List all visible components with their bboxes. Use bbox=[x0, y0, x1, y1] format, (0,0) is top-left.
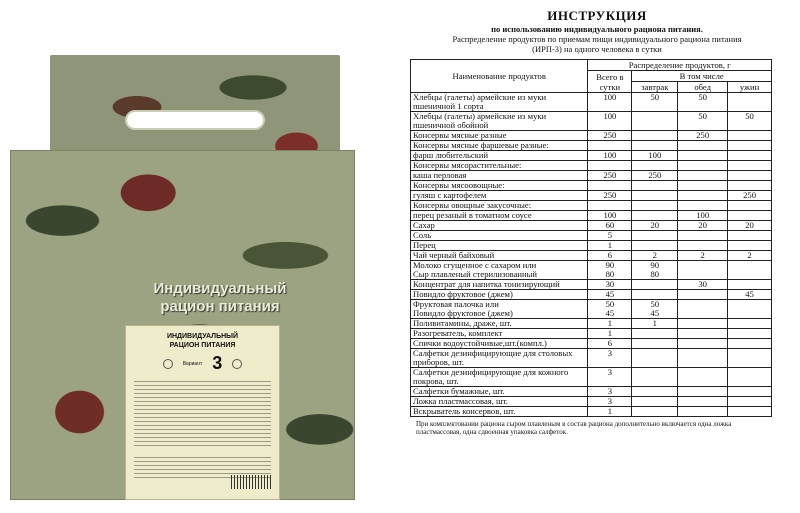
total-cell: 100 bbox=[588, 112, 632, 131]
package-title-line1: Индивидуальный bbox=[153, 280, 287, 297]
table-row bbox=[411, 397, 772, 407]
table-row bbox=[411, 387, 772, 397]
dinner-cell bbox=[728, 211, 772, 221]
variant-number: 3 bbox=[212, 353, 223, 373]
total-cell bbox=[588, 161, 632, 171]
table-row bbox=[411, 349, 772, 368]
total-cell: 3 bbox=[588, 368, 632, 387]
total-cell: 3 bbox=[588, 397, 632, 407]
breakfast-cell: 20 bbox=[632, 221, 678, 231]
ration-table-body bbox=[411, 93, 772, 417]
product-name-cell: Вскрыватель консервов, шт. bbox=[411, 407, 588, 417]
breakfast-cell bbox=[632, 231, 678, 241]
dinner-cell bbox=[728, 181, 772, 191]
lunch-cell: 250 bbox=[678, 131, 728, 141]
breakfast-cell bbox=[632, 407, 678, 417]
dinner-cell bbox=[728, 231, 772, 241]
product-name-cell: Консервы мясоовощные: bbox=[411, 181, 588, 191]
table-row bbox=[411, 290, 772, 300]
lunch-cell: 30 bbox=[678, 280, 728, 290]
total-cell: 3 bbox=[588, 387, 632, 397]
lunch-cell: 50 bbox=[678, 112, 728, 131]
table-row bbox=[411, 241, 772, 251]
header-including: В том числе bbox=[632, 71, 772, 82]
product-name-cell: Молоко сгущенное с сахаром или Сыр плавленый стерилизованный bbox=[411, 261, 588, 280]
dinner-cell bbox=[728, 261, 772, 280]
product-name-cell: Хлебцы (галеты) армейские из муки пшеничной обойной bbox=[411, 112, 588, 131]
product-name-cell: Хлебцы (галеты) армейские из муки пшеничной 1 сорта bbox=[411, 93, 588, 112]
label-title-line1: ИНДИВИДУАЛЬНЫЙ bbox=[166, 333, 239, 340]
lunch-cell bbox=[678, 241, 728, 251]
breakfast-cell bbox=[632, 141, 678, 151]
total-cell: 100 bbox=[588, 93, 632, 112]
breakfast-cell bbox=[632, 201, 678, 211]
breakfast-cell: 50 bbox=[632, 93, 678, 112]
product-name-cell: Консервы мясные разные bbox=[411, 131, 588, 141]
product-name-cell: Перец bbox=[411, 241, 588, 251]
lunch-cell bbox=[678, 319, 728, 329]
dinner-cell bbox=[728, 201, 772, 211]
total-cell: 45 bbox=[588, 290, 632, 300]
total-cell: 1 bbox=[588, 329, 632, 339]
lunch-cell bbox=[678, 339, 728, 349]
table-row bbox=[411, 231, 772, 241]
lunch-cell bbox=[678, 368, 728, 387]
total-cell: 30 bbox=[588, 280, 632, 290]
lunch-cell bbox=[678, 349, 728, 368]
footnote: При комплектовании рациона сыром плавленым в состав рациона дополнительно включается одна ложка пластмассовая, одна сдвоенная упаковка салфеток. bbox=[416, 420, 732, 436]
total-cell: 3 bbox=[588, 349, 632, 368]
product-name-cell: Салфетки дезинфицирующие для кожного покрова, шт. bbox=[411, 368, 588, 387]
lunch-cell bbox=[678, 181, 728, 191]
breakfast-cell bbox=[632, 112, 678, 131]
product-name-cell: перец резаный в томатном соусе bbox=[411, 211, 588, 221]
dinner-cell bbox=[728, 300, 772, 319]
breakfast-cell: 1 bbox=[632, 319, 678, 329]
breakfast-cell bbox=[632, 181, 678, 191]
product-name-cell: Соль bbox=[411, 231, 588, 241]
total-cell: 1 bbox=[588, 407, 632, 417]
breakfast-cell bbox=[632, 161, 678, 171]
instruction-line2: Распределение продуктов по приемам пищи индивидуального рациона питания bbox=[452, 34, 742, 44]
lunch-cell bbox=[678, 151, 728, 161]
table-row bbox=[411, 93, 772, 112]
breakfast-cell: 50 45 bbox=[632, 300, 678, 319]
table-row bbox=[411, 161, 772, 171]
product-name-cell: Разогреватель, комплект bbox=[411, 329, 588, 339]
total-cell: 250 bbox=[588, 191, 632, 201]
table-row bbox=[411, 141, 772, 151]
lunch-cell bbox=[678, 329, 728, 339]
table-row bbox=[411, 171, 772, 181]
total-cell: 6 bbox=[588, 251, 632, 261]
label-fine-print bbox=[134, 378, 271, 448]
label-variant bbox=[126, 353, 279, 374]
total-cell: 6 bbox=[588, 339, 632, 349]
dinner-cell bbox=[728, 131, 772, 141]
breakfast-cell bbox=[632, 280, 678, 290]
product-name-cell: Салфетки бумажные, шт. bbox=[411, 387, 588, 397]
dinner-cell bbox=[728, 339, 772, 349]
product-name-cell: Концентрат для напитка тонизирующий bbox=[411, 280, 588, 290]
dinner-cell bbox=[728, 397, 772, 407]
table-row bbox=[411, 300, 772, 319]
instruction-line3: (ИРП-3) на одного человека в сутки bbox=[532, 44, 662, 54]
dinner-cell: 250 bbox=[728, 191, 772, 201]
lunch-cell: 50 bbox=[678, 93, 728, 112]
product-name-cell: Консервы мясные фаршевые разные: bbox=[411, 141, 588, 151]
product-name-cell: Поливитамины, драже, шт. bbox=[411, 319, 588, 329]
dinner-cell bbox=[728, 368, 772, 387]
label-title bbox=[126, 332, 279, 350]
product-name-cell: Чай черный байховый bbox=[411, 251, 588, 261]
table-row bbox=[411, 339, 772, 349]
header-dinner: ужин bbox=[728, 82, 772, 93]
total-cell bbox=[588, 201, 632, 211]
lunch-cell bbox=[678, 201, 728, 211]
table-row bbox=[411, 131, 772, 141]
lunch-cell bbox=[678, 231, 728, 241]
breakfast-cell bbox=[632, 191, 678, 201]
dinner-cell bbox=[728, 329, 772, 339]
dinner-cell bbox=[728, 161, 772, 171]
product-name-cell: Салфетки дезинфицирующие для столовых приборов, шт. bbox=[411, 349, 588, 368]
instruction-subtitle: по использованию индивидуального рациона питания. bbox=[491, 24, 703, 34]
header-distribution: Распределение продуктов, г bbox=[588, 60, 772, 71]
package-label-card bbox=[125, 325, 280, 500]
lunch-cell: 2 bbox=[678, 251, 728, 261]
total-cell bbox=[588, 181, 632, 191]
breakfast-cell bbox=[632, 349, 678, 368]
lunch-cell bbox=[678, 290, 728, 300]
total-cell: 1 bbox=[588, 319, 632, 329]
table-row bbox=[411, 201, 772, 211]
total-cell: 1 bbox=[588, 241, 632, 251]
instruction-sheet bbox=[402, 8, 792, 436]
breakfast-cell bbox=[632, 211, 678, 221]
package-title bbox=[100, 280, 340, 316]
dinner-cell bbox=[728, 93, 772, 112]
lunch-cell bbox=[678, 397, 728, 407]
product-name-cell: Ложка пластмассовая, шт. bbox=[411, 397, 588, 407]
table-row bbox=[411, 221, 772, 231]
dinner-cell bbox=[728, 241, 772, 251]
lunch-cell: 20 bbox=[678, 221, 728, 231]
product-name-cell: Консервы мясорастительные: bbox=[411, 161, 588, 171]
lunch-cell bbox=[678, 261, 728, 280]
table-row bbox=[411, 181, 772, 191]
table-row bbox=[411, 261, 772, 280]
product-name-cell: Повидло фруктовое (джем) bbox=[411, 290, 588, 300]
breakfast-cell bbox=[632, 241, 678, 251]
breakfast-cell: 100 bbox=[632, 151, 678, 161]
table-row bbox=[411, 112, 772, 131]
header-lunch: обед bbox=[678, 82, 728, 93]
total-cell: 90 80 bbox=[588, 261, 632, 280]
table-row bbox=[411, 251, 772, 261]
dinner-cell bbox=[728, 280, 772, 290]
table-row bbox=[411, 280, 772, 290]
variant-word: Вариант bbox=[182, 360, 203, 367]
dinner-cell bbox=[728, 171, 772, 181]
certification-mark-icon bbox=[163, 359, 173, 369]
total-cell: 50 45 bbox=[588, 300, 632, 319]
breakfast-cell bbox=[632, 339, 678, 349]
breakfast-cell bbox=[632, 290, 678, 300]
product-name-cell: Консервы овощные закусочные: bbox=[411, 201, 588, 211]
dinner-cell bbox=[728, 319, 772, 329]
header-total: Всего в сутки bbox=[588, 71, 632, 93]
dinner-cell: 45 bbox=[728, 290, 772, 300]
dinner-cell bbox=[728, 349, 772, 368]
table-row bbox=[411, 211, 772, 221]
header-product-name: Наименование продуктов bbox=[411, 60, 588, 93]
lunch-cell bbox=[678, 300, 728, 319]
breakfast-cell bbox=[632, 368, 678, 387]
lunch-cell bbox=[678, 171, 728, 181]
breakfast-cell: 90 80 bbox=[632, 261, 678, 280]
breakfast-cell bbox=[632, 387, 678, 397]
total-cell: 250 bbox=[588, 131, 632, 141]
dinner-cell bbox=[728, 407, 772, 417]
product-name-cell: фарш любительский bbox=[411, 151, 588, 161]
total-cell: 250 bbox=[588, 171, 632, 181]
table-row bbox=[411, 368, 772, 387]
product-name-cell: Спички водоустойчивые,шт.(компл.) bbox=[411, 339, 588, 349]
product-name-cell: Фруктовая палочка или Повидло фруктовое (джем) bbox=[411, 300, 588, 319]
dinner-cell: 20 bbox=[728, 221, 772, 231]
lunch-cell bbox=[678, 387, 728, 397]
breakfast-cell bbox=[632, 329, 678, 339]
dinner-cell: 2 bbox=[728, 251, 772, 261]
lunch-cell: 100 bbox=[678, 211, 728, 221]
breakfast-cell bbox=[632, 131, 678, 141]
quality-mark-icon bbox=[232, 359, 242, 369]
lunch-cell bbox=[678, 407, 728, 417]
table-row bbox=[411, 191, 772, 201]
dinner-cell bbox=[728, 387, 772, 397]
breakfast-cell: 2 bbox=[632, 251, 678, 261]
breakfast-cell bbox=[632, 397, 678, 407]
package-title-line2: рацион питания bbox=[160, 298, 280, 315]
lunch-cell bbox=[678, 191, 728, 201]
lunch-cell bbox=[678, 141, 728, 151]
total-cell bbox=[588, 141, 632, 151]
dinner-cell bbox=[728, 151, 772, 161]
breakfast-cell: 250 bbox=[632, 171, 678, 181]
label-title-line2: РАЦИОН ПИТАНИЯ bbox=[169, 342, 236, 349]
instruction-title: ИНСТРУКЦИЯ bbox=[547, 8, 647, 23]
dinner-cell bbox=[728, 141, 772, 151]
total-cell: 60 bbox=[588, 221, 632, 231]
package-handle-hole bbox=[125, 110, 265, 130]
table-row bbox=[411, 407, 772, 417]
dinner-cell: 50 bbox=[728, 112, 772, 131]
total-cell: 5 bbox=[588, 231, 632, 241]
ration-table bbox=[410, 59, 772, 417]
product-name-cell: Сахар bbox=[411, 221, 588, 231]
ration-package-photo bbox=[10, 40, 355, 500]
lunch-cell bbox=[678, 161, 728, 171]
product-name-cell: каша перловая bbox=[411, 171, 588, 181]
product-name-cell: гуляш с картофелем bbox=[411, 191, 588, 201]
total-cell: 100 bbox=[588, 211, 632, 221]
barcode-icon bbox=[231, 475, 271, 489]
header-breakfast: завтрак bbox=[632, 82, 678, 93]
table-row bbox=[411, 151, 772, 161]
table-row bbox=[411, 329, 772, 339]
total-cell: 100 bbox=[588, 151, 632, 161]
table-row bbox=[411, 319, 772, 329]
